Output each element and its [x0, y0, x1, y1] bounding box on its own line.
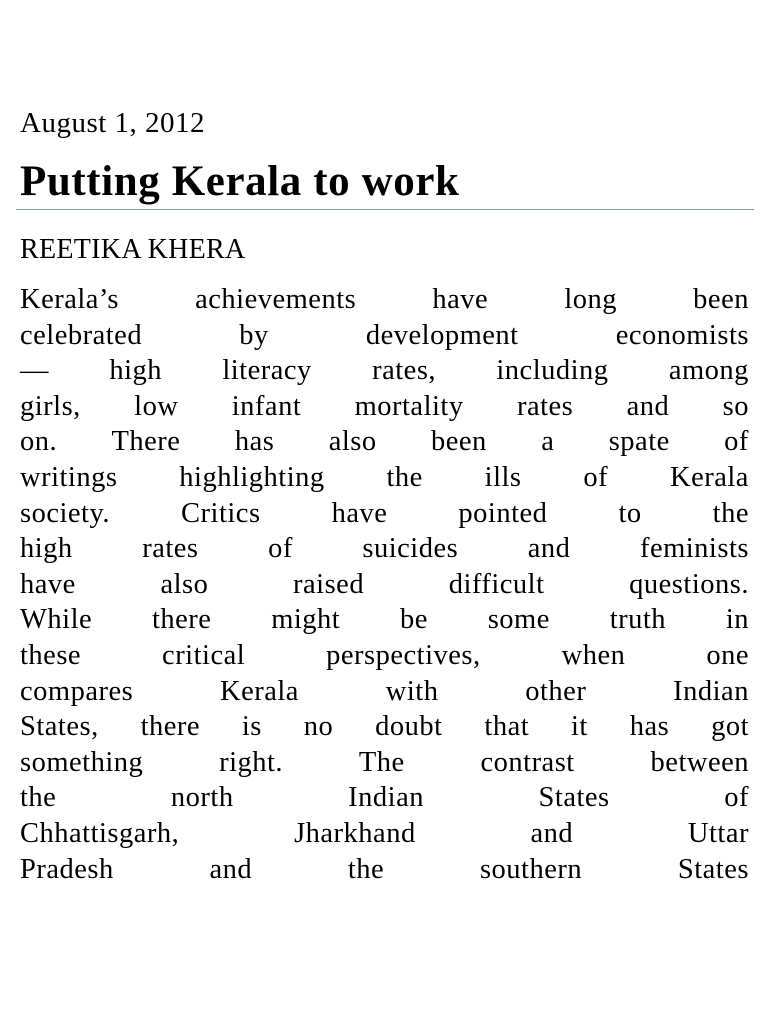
body-word: the: [20, 782, 57, 814]
body-word: also: [160, 568, 209, 600]
body-word: infant: [231, 390, 302, 422]
body-word: have: [331, 497, 388, 529]
body-line: [20, 816, 749, 852]
body-word: perspectives,: [326, 639, 481, 671]
body-word: mortality: [354, 390, 464, 422]
body-line: [20, 852, 749, 888]
body-word: have: [20, 568, 76, 600]
body-word: some: [487, 604, 550, 636]
body-word: there: [151, 604, 212, 636]
body-word: Kerala: [220, 675, 299, 707]
body-word: States: [538, 782, 610, 814]
body-word: no: [303, 711, 334, 743]
body-word: girls,: [20, 390, 81, 422]
body-line: [20, 531, 749, 567]
body-word: suicides: [362, 533, 459, 565]
body-word: high: [109, 355, 162, 387]
body-word: achievements: [195, 284, 357, 315]
body-word: one: [706, 639, 749, 671]
body-word: pointed: [458, 497, 548, 529]
body-word: Pradesh: [20, 853, 114, 885]
body-word: has: [629, 711, 670, 743]
body-line: [20, 602, 749, 638]
body-word: Chhattisgarh,: [20, 817, 180, 849]
article-author: REETIKA KHERA: [20, 234, 246, 265]
body-word: society.: [20, 497, 111, 529]
body-word: feminists: [639, 533, 749, 565]
body-word: is: [241, 711, 262, 743]
body-word: north: [170, 782, 234, 814]
body-word: Indian: [348, 782, 424, 814]
body-word: between: [650, 746, 749, 778]
body-word: it: [571, 711, 588, 743]
article-body: [20, 282, 749, 887]
body-word: the: [347, 853, 385, 885]
body-word: on.: [20, 426, 58, 458]
body-line: [20, 745, 749, 781]
body-word: with: [385, 675, 439, 707]
body-word: been: [693, 284, 749, 315]
body-word: rates: [516, 390, 574, 422]
body-word: to: [618, 497, 642, 529]
body-word: of: [268, 533, 293, 565]
body-line: [20, 389, 749, 425]
body-word: While: [20, 604, 93, 636]
body-word: difficult: [448, 568, 545, 600]
body-line: [20, 424, 749, 460]
body-line: [20, 353, 749, 389]
body-word: southern: [479, 853, 583, 885]
body-word: among: [668, 355, 749, 387]
body-line: [20, 318, 749, 354]
body-word: of: [724, 782, 749, 814]
body-word: these: [20, 639, 82, 671]
body-word: There: [111, 426, 181, 458]
body-word: raised: [293, 568, 365, 600]
body-word: truth: [609, 604, 667, 636]
body-word: States: [677, 853, 749, 885]
body-line: [20, 674, 749, 710]
body-word: by: [239, 319, 269, 351]
body-word: and: [527, 533, 571, 565]
body-word: the: [712, 497, 749, 529]
body-word: right.: [219, 746, 284, 778]
body-word: so: [722, 390, 749, 422]
body-line: [20, 780, 749, 816]
body-word: and: [626, 390, 670, 422]
body-word: there: [140, 711, 201, 743]
body-line: [20, 496, 749, 532]
body-word: Kerala’s: [20, 284, 119, 315]
article-date: August 1, 2012: [20, 107, 206, 139]
body-word: Uttar: [687, 817, 749, 849]
body-word: contrast: [480, 746, 575, 778]
article-title: Putting Kerala to work: [20, 158, 460, 205]
body-word: been: [431, 426, 487, 458]
body-word: also: [328, 426, 377, 458]
title-divider: [16, 209, 754, 210]
body-word: spate: [608, 426, 670, 458]
body-word: literacy: [222, 355, 312, 387]
body-word: of: [583, 461, 609, 493]
body-word: high: [20, 533, 73, 565]
body-word: Kerala: [670, 461, 749, 493]
body-word: Indian: [673, 675, 749, 707]
body-word: got: [711, 711, 749, 743]
body-word: and: [209, 853, 253, 885]
body-word: Jharkhand: [294, 817, 416, 849]
body-word: economists: [615, 319, 749, 351]
body-word: celebrated: [20, 319, 143, 351]
body-line: [20, 638, 749, 674]
body-word: long: [564, 284, 618, 315]
body-word: of: [724, 426, 749, 458]
body-word: writings: [20, 461, 118, 493]
body-word: have: [432, 284, 489, 315]
body-line: [20, 567, 749, 603]
body-word: the: [386, 461, 423, 493]
body-word: The: [358, 746, 405, 778]
body-word: —: [20, 355, 49, 387]
body-word: States,: [20, 711, 99, 743]
body-word: be: [400, 604, 428, 636]
body-line: [20, 282, 749, 318]
body-word: rates,: [372, 355, 437, 387]
body-line: [20, 709, 749, 745]
body-word: other: [525, 675, 587, 707]
body-word: development: [365, 319, 519, 351]
body-word: in: [725, 604, 749, 636]
body-word: has: [234, 426, 275, 458]
body-word: doubt: [375, 711, 443, 743]
body-word: a: [541, 426, 555, 458]
body-word: Critics: [181, 497, 261, 529]
body-word: questions.: [629, 568, 749, 600]
body-word: something: [20, 746, 144, 778]
body-word: low: [134, 390, 179, 422]
body-word: when: [561, 639, 626, 671]
body-line: [20, 460, 749, 496]
body-word: and: [530, 817, 574, 849]
body-word: highlighting: [179, 461, 325, 493]
body-word: compares: [20, 675, 134, 707]
body-word: ills: [484, 461, 522, 493]
body-word: might: [271, 604, 341, 636]
body-word: rates: [142, 533, 199, 565]
body-word: including: [496, 355, 609, 387]
body-word: critical: [162, 639, 246, 671]
body-word: that: [484, 711, 530, 743]
